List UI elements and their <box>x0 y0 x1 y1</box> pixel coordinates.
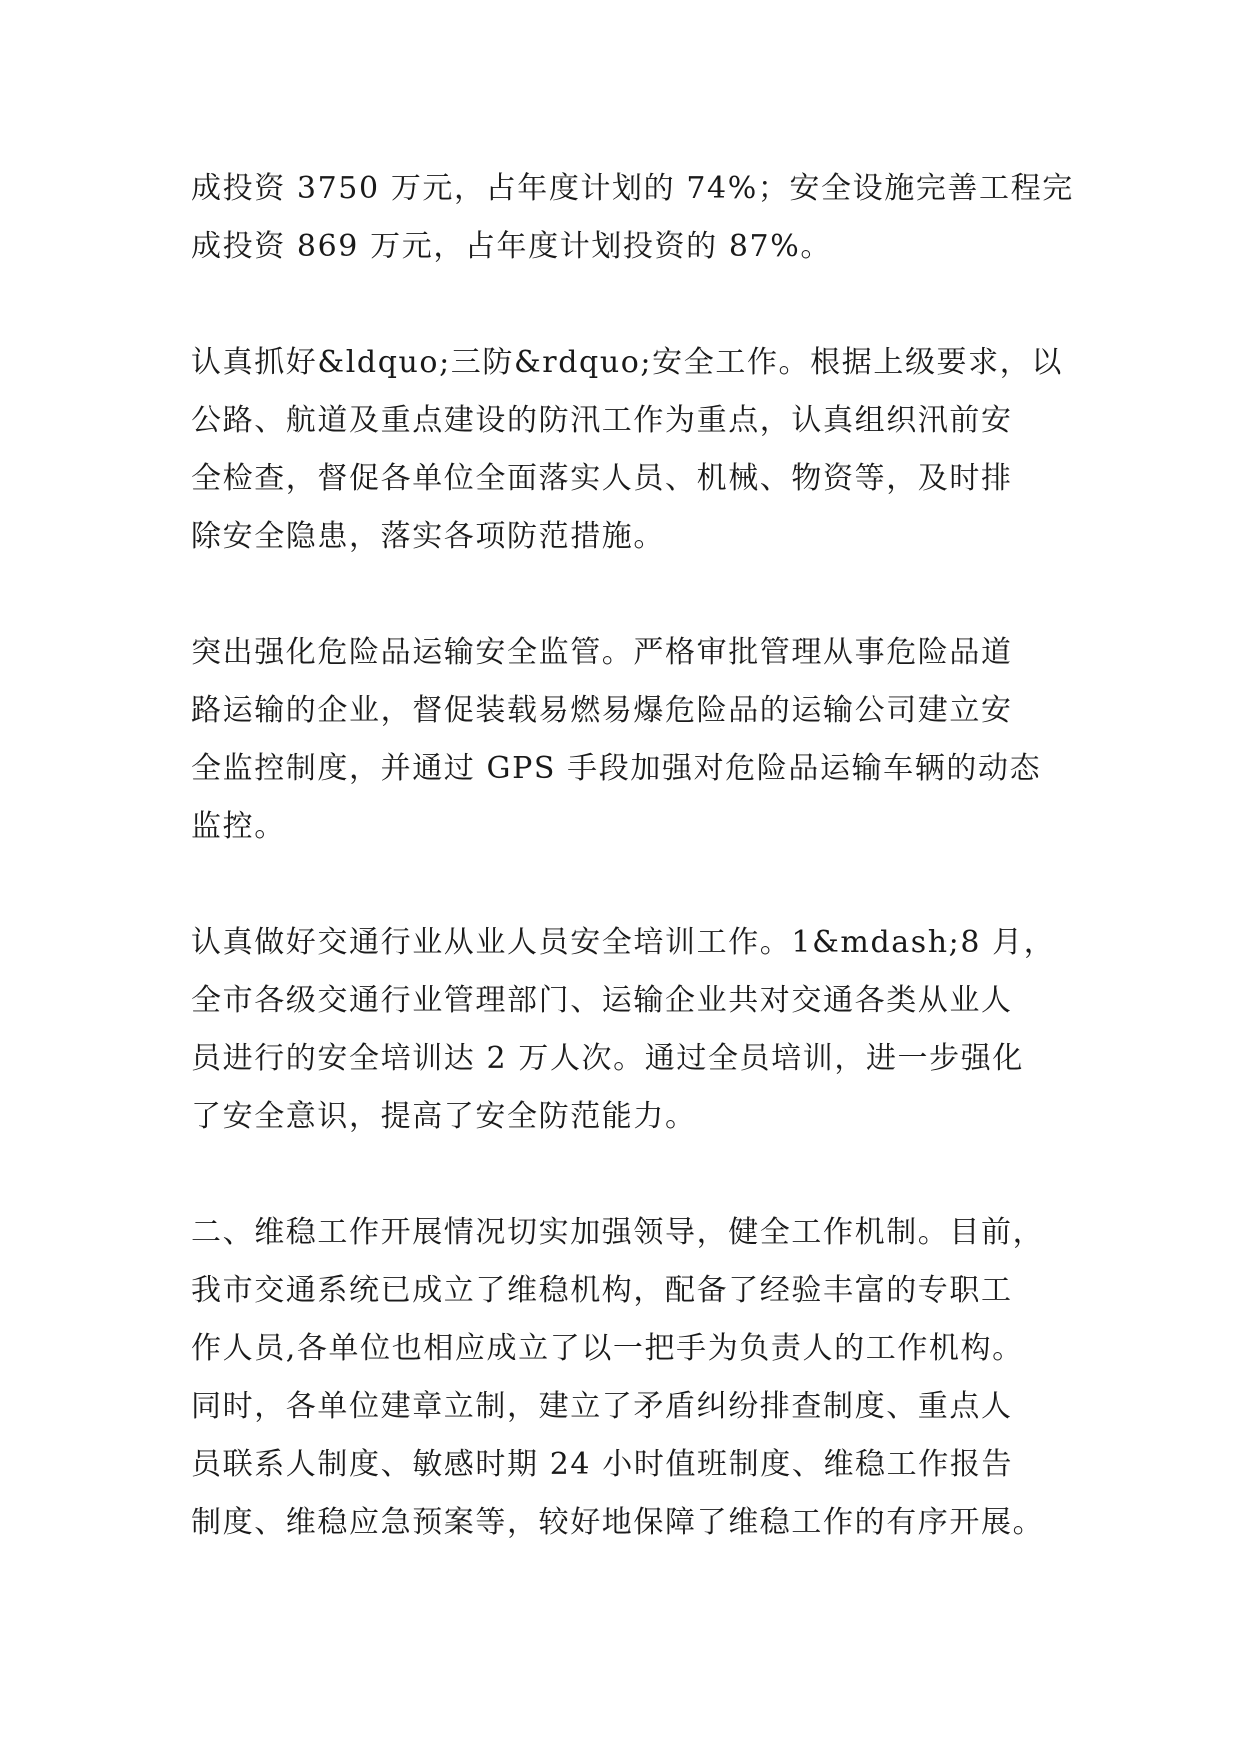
text-line: 全检查，督促各单位全面落实人员、机械、物资等，及时排 <box>191 461 1013 496</box>
text-line: 除安全隐患，落实各项防范措施。 <box>191 519 665 554</box>
text-line: 成投资 3750 万元，占年度计划的 74%；安全设施完善工程完 <box>191 171 1074 206</box>
paragraph-safety-training <box>191 914 1071 1146</box>
text-line: 路运输的企业，督促装载易燃易爆危险品的运输公司建立安 <box>191 693 1013 728</box>
text-line: 公路、航道及重点建设的防汛工作为重点，认真组织汛前安 <box>191 403 1013 438</box>
text-line: 二、维稳工作开展情况切实加强领导，健全工作机制。目前， <box>191 1215 1045 1250</box>
text-line: 全监控制度，并通过 GPS 手段加强对危险品运输车辆的动态 <box>191 751 1042 786</box>
text-line: 作人员,各单位也相应成立了以一把手为负责人的工作机构。 <box>191 1331 1024 1366</box>
text-line: 认真抓好&ldquo;三防&rdquo;安全工作。根据上级要求，以 <box>191 345 1063 380</box>
paragraph-three-defenses <box>191 334 1071 566</box>
paragraph-hazardous-transport <box>191 624 1071 856</box>
text-line: 监控。 <box>191 809 286 844</box>
text-line: 了安全意识，提高了安全防范能力。 <box>191 1099 697 1134</box>
text-line: 认真做好交通行业从业人员安全培训工作。1&mdash;8 月， <box>191 925 1056 960</box>
text-line: 成投资 869 万元，占年度计划投资的 87%。 <box>191 229 832 264</box>
paragraph-investment <box>191 160 1074 276</box>
text-line: 我市交通系统已成立了维稳机构，配备了经验丰富的专职工 <box>191 1273 1013 1308</box>
text-line: 制度、维稳应急预案等，较好地保障了维稳工作的有序开展。 <box>191 1505 1045 1540</box>
text-line: 突出强化危险品运输安全监管。严格审批管理从事危险品道 <box>191 635 1013 670</box>
paragraph-stability-work <box>191 1204 1071 1552</box>
text-line: 员联系人制度、敏感时期 24 小时值班制度、维稳工作报告 <box>191 1447 1014 1482</box>
text-line: 全市各级交通行业管理部门、运输企业共对交通各类从业人 <box>191 983 1013 1018</box>
text-line: 同时，各单位建章立制，建立了矛盾纠纷排查制度、重点人 <box>191 1389 1013 1424</box>
document-body <box>191 160 1074 1610</box>
text-line: 员进行的安全培训达 2 万人次。通过全员培训，进一步强化 <box>191 1041 1024 1076</box>
